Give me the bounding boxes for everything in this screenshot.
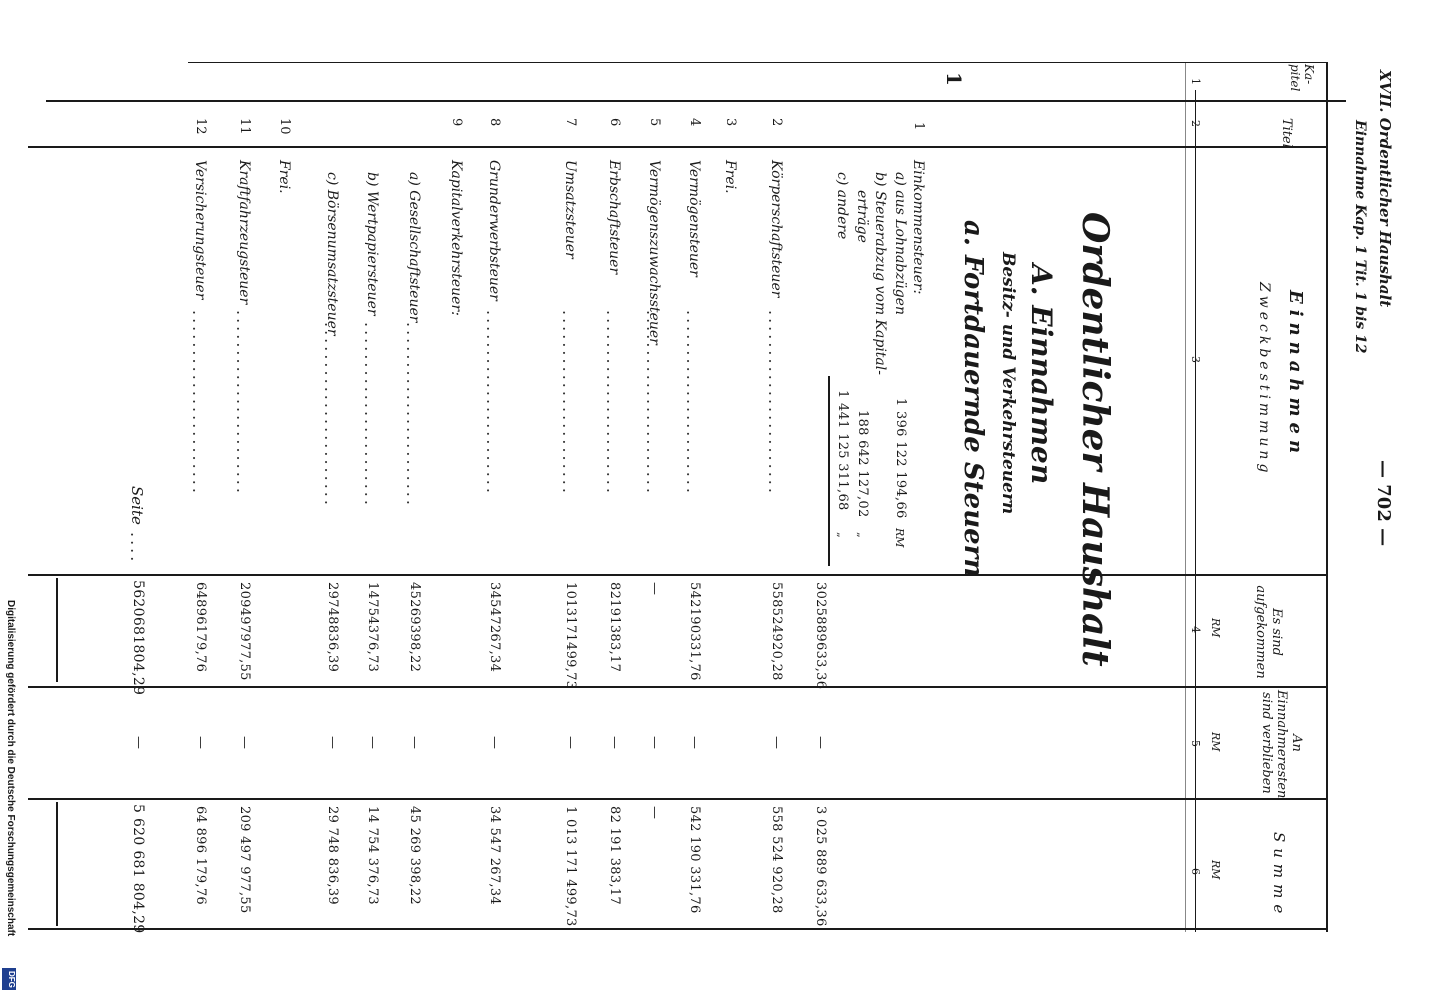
row-1-titel: 1 [911, 122, 926, 131]
row-sum: 14 754 376,73 [365, 806, 380, 906]
row-rest: — [365, 736, 380, 750]
page-number: — 702 — [1373, 460, 1394, 547]
row-label: c) Börsenumsatzsteuer [324, 172, 340, 336]
row-7-titel: 7 [563, 118, 578, 127]
col-num-rule [1185, 62, 1186, 932]
rule-end [28, 928, 1328, 930]
row-1-sum: 3 025 889 633,36 [813, 806, 828, 927]
income-tax-b-unit: „ [855, 532, 868, 538]
sub-header: Einnahme Kap. 1 Tit. 1 bis 12 [1352, 120, 1368, 354]
rule-text [28, 146, 1328, 148]
row-1-auf: 3025889633,36 [813, 582, 828, 690]
unit-auf: RM [1209, 618, 1222, 638]
row-rest: — [407, 736, 422, 750]
row-sum: 1 013 171 499,73 [563, 806, 578, 927]
income-tax-c-unit: „ [835, 532, 848, 538]
col-reste: An Einnahmeresten sind verblieben [1259, 690, 1304, 799]
leader-dots: ....................... [559, 310, 578, 496]
total-auf: 5620681804,29 [130, 580, 146, 696]
row-12-titel: 12 [193, 118, 208, 135]
row-rest: — [237, 736, 252, 750]
row-label: Erbschaftsteuer [606, 160, 622, 275]
row-rest: — [563, 736, 578, 750]
row-sum: 558 524 920,28 [769, 806, 784, 914]
unit-sum: RM [1209, 860, 1222, 880]
leader-dots: ....................... [765, 310, 784, 496]
col-summe: Summe [1270, 832, 1288, 920]
dfg-credit-text: Digitalisierung gefördert durch die Deutsche Forschungsgemeinschaft [5, 600, 16, 937]
chapter-header: XVII. Ordentlicher Haushalt [1376, 70, 1394, 308]
colnum-5: 5 [1189, 740, 1202, 747]
row-auf: 542190331,76 [687, 582, 702, 681]
col-aufgekommen: Es sind aufgekommen [1253, 585, 1284, 679]
subsub-title: a. Fortdauernde Steuern [958, 220, 988, 578]
row-sum: 542 190 331,76 [687, 806, 702, 914]
row-auf: 82191383,17 [607, 582, 622, 673]
row-3-titel: 3 [723, 118, 738, 127]
rule-auf [28, 574, 1328, 576]
row-sum: — [647, 806, 662, 820]
income-tax-a-value: 1 396 122 194,66 [893, 398, 908, 519]
leader-dots: ....................... [321, 322, 340, 508]
colnum-1: 1 [1189, 78, 1202, 85]
income-tax-b-label: b) Steuerabzug vom Kapital- [872, 172, 888, 375]
row-rest: — [325, 736, 340, 750]
row-rest: — [193, 736, 208, 750]
col-kapitel: Ka- pitel [1288, 64, 1316, 92]
leader-dots: ....................... [233, 310, 252, 496]
row-auf: 14754376,73 [365, 582, 380, 673]
total-sum: 5 620 681 804,29 [130, 804, 146, 934]
row-label: Versicherungsteuer [192, 160, 208, 300]
row-label: Frei. [722, 160, 738, 194]
income-tax-c-label: c) andere [834, 172, 850, 240]
row-rest: — [487, 736, 502, 750]
rule-sum [28, 798, 1328, 800]
row-sum: 209 497 977,55 [237, 806, 252, 914]
row-label: Grunderwerbsteuer [486, 160, 502, 301]
row-auf: 29748836,39 [325, 582, 340, 673]
row-2-titel: 2 [769, 118, 784, 127]
income-tax-a-unit: RM [893, 528, 906, 548]
kapitel-number: 1 [942, 72, 966, 86]
main-title: Ordentlicher Haushalt [1074, 212, 1116, 667]
rule-rest [28, 686, 1328, 688]
row-auf: 558524920,28 [769, 582, 784, 681]
row-rest: — [607, 736, 622, 750]
row-label: Umsatzsteuer [562, 160, 578, 259]
row-auf: 1013171499,73 [563, 582, 578, 690]
total-rule-sum [56, 802, 58, 926]
row-10-titel: 10 [277, 118, 292, 135]
colnum-3: 3 [1189, 356, 1202, 363]
row-auf: 64896179,76 [193, 582, 208, 673]
leader-dots: ....................... [483, 310, 502, 496]
row-1-rest: — [813, 736, 828, 750]
total-rest: — [131, 736, 146, 750]
row-label: Vermögenszuwachssteuer [646, 160, 662, 345]
income-tax-label: Einkommensteuer: [910, 160, 926, 295]
colnum-4: 4 [1189, 626, 1202, 633]
income-tax-b-value: 188 642 127,02 [855, 410, 870, 518]
rule-titel [46, 100, 1346, 102]
row-5-titel: 5 [647, 118, 662, 127]
row-sum: 64 896 179,76 [193, 806, 208, 906]
row-auf: 45269398,22 [407, 582, 422, 673]
rule-kap [188, 62, 1328, 63]
col-zweckbestimmung: Zweckbestimmung [1256, 282, 1272, 477]
leader-dots: ....................... [603, 310, 622, 496]
unit-rest: RM [1209, 732, 1222, 752]
leader-dots: ....................... [189, 310, 208, 496]
leader-dots: ....................... [403, 322, 422, 508]
row-label: Kraftfahrzeugsteuer [236, 160, 252, 305]
total-label: Seite [128, 486, 146, 525]
row-9-titel: 9 [449, 118, 464, 127]
row-sum: 82 191 383,17 [607, 806, 622, 906]
row-6-titel: 6 [607, 118, 622, 127]
col-einnahmen: Einnahmen [1285, 290, 1306, 460]
top-rule [1326, 62, 1328, 932]
row-auf: — [647, 582, 662, 596]
row-sum: 29 748 836,39 [325, 806, 340, 906]
row-11-titel: 11 [237, 118, 252, 135]
row-label: a) Gesellschaftsteuer [406, 172, 422, 323]
row-rest: — [687, 736, 702, 750]
subsection-title: Besitz- und Verkehrsteuern [998, 252, 1018, 515]
dfg-logo: DFG [2, 968, 16, 990]
col-head-rule [1195, 90, 1196, 932]
total-rule-auf [56, 578, 58, 682]
income-tax-a-label: a) aus Lohnabzügen [892, 172, 908, 315]
colnum-2: 2 [1189, 120, 1202, 127]
total-dots: .... [127, 532, 146, 565]
colnum-6: 6 [1189, 868, 1202, 875]
row-sum: 45 269 398,22 [407, 806, 422, 906]
row-label: Vermögensteuer [686, 160, 702, 277]
income-tax-b-label2: erträge [854, 190, 870, 243]
row-4-titel: 4 [687, 118, 702, 127]
row-label: b) Wertpapiersteuer [364, 172, 380, 316]
income-tax-sum-rule [828, 376, 830, 566]
leader-dots: ....................... [361, 322, 380, 508]
section-title: A. Einnahmen [1025, 264, 1058, 485]
row-label: Frei. [276, 160, 292, 194]
row-auf: 34547267,34 [487, 582, 502, 673]
row-label: Kapitalverkehrsteuer: [448, 160, 464, 316]
col-titel: Titel [1279, 118, 1294, 148]
row-rest: — [769, 736, 784, 750]
income-tax-c-value: 1 441 125 311,68 [835, 390, 850, 511]
row-rest: — [647, 736, 662, 750]
leader-dots: ....................... [643, 310, 662, 496]
row-8-titel: 8 [487, 118, 502, 127]
row-label: Körperschaftsteuer [768, 160, 784, 298]
leader-dots: ....................... [683, 310, 702, 496]
row-sum: 34 547 267,34 [487, 806, 502, 906]
row-auf: 209497977,55 [237, 582, 252, 681]
